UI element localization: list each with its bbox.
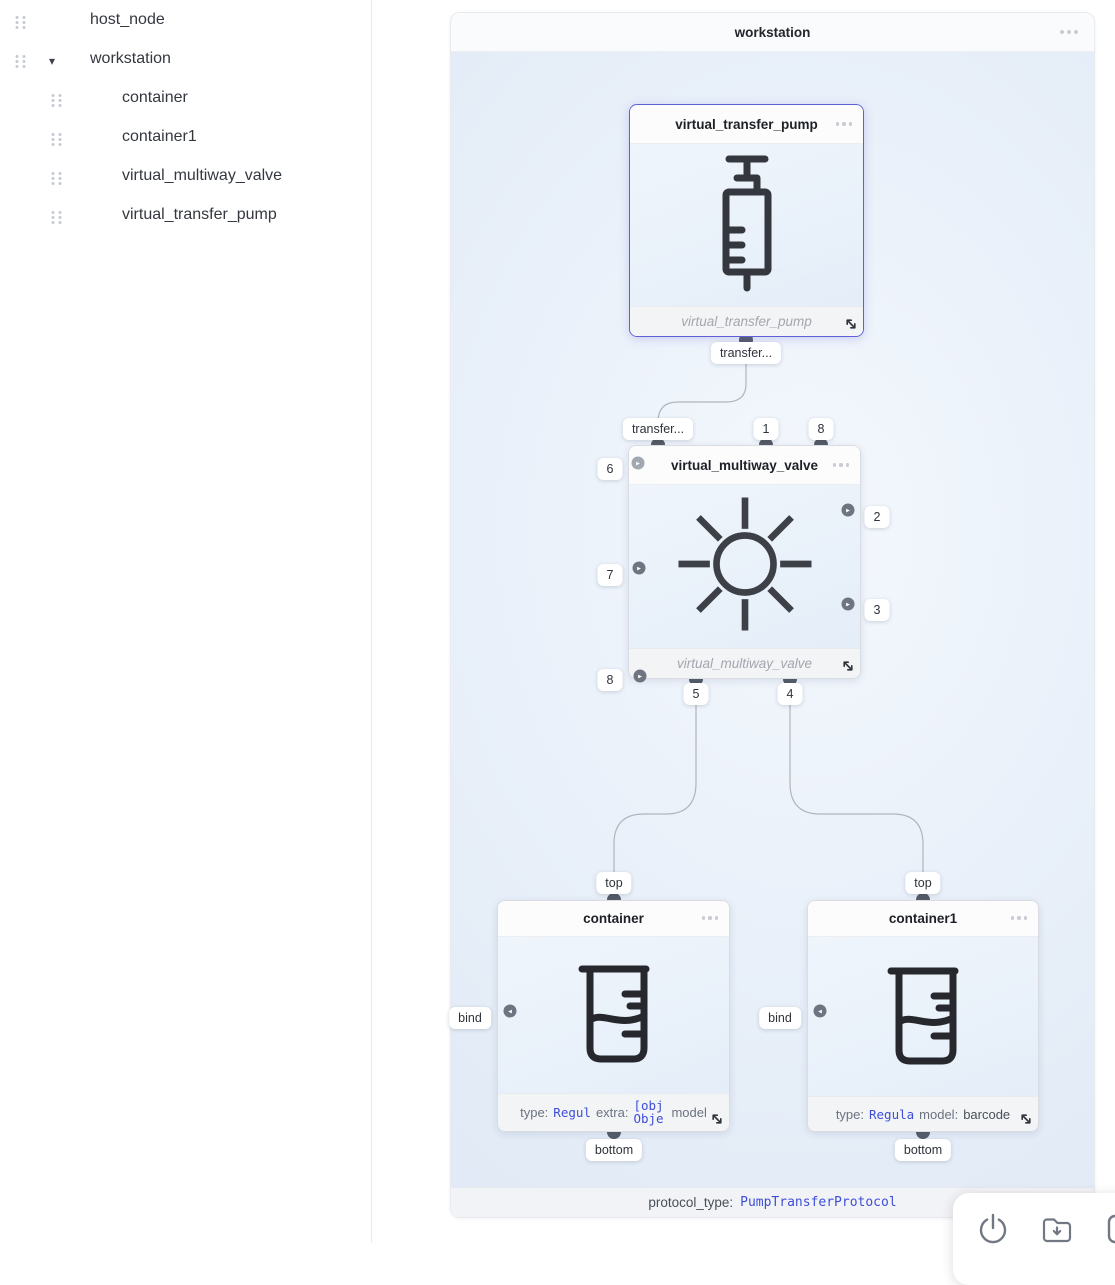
port-label-container-top[interactable]: top — [596, 872, 631, 894]
field-key: type: — [520, 1104, 549, 1120]
field-key: extra: — [595, 1104, 629, 1120]
power-icon[interactable] — [977, 1212, 1009, 1246]
port-label-container1-bind[interactable]: bind — [759, 1007, 801, 1029]
drag-handle-icon[interactable] — [14, 15, 27, 30]
ellipsis-icon[interactable] — [1011, 916, 1028, 920]
node-body — [808, 937, 1038, 1096]
tree-item-label: workstation — [90, 50, 171, 67]
protocol-type-key: protocol_type: — [648, 1195, 734, 1210]
workstation-panel — [450, 12, 1095, 1218]
node-title: container1 — [888, 911, 958, 926]
node-title: virtual_transfer_pump — [675, 116, 818, 132]
port-label-valve-8-bottom[interactable]: 8 — [598, 669, 623, 691]
caret-down-icon[interactable]: ▾ — [49, 54, 56, 68]
field-value: Regula — [869, 1106, 915, 1122]
folder-download-icon[interactable] — [1041, 1212, 1073, 1246]
node-body — [498, 937, 729, 1093]
sidebar-item-workstation[interactable] — [0, 42, 371, 81]
port-label-container1-bottom[interactable]: bottom — [895, 1139, 951, 1161]
tree-item-label: container1 — [122, 128, 197, 145]
node-footer-label: virtual_multiway_valve — [676, 656, 813, 671]
port-label-container-bottom[interactable]: bottom — [586, 1139, 642, 1161]
sidebar-item-host-node[interactable] — [0, 3, 371, 42]
node-header — [808, 901, 1038, 937]
port-label-container1-top[interactable]: top — [905, 872, 940, 894]
port-label-valve-5[interactable]: 5 — [684, 683, 709, 705]
valve-icon — [669, 488, 821, 645]
sidebar-item-container[interactable] — [0, 81, 371, 120]
file-icon[interactable] — [1103, 1212, 1115, 1246]
port-label-valve-1[interactable]: 1 — [754, 418, 779, 440]
node-footer — [629, 648, 860, 678]
ellipsis-icon[interactable] — [1060, 30, 1078, 34]
drag-handle-icon[interactable] — [50, 93, 63, 108]
node-virtual-transfer-pump[interactable] — [629, 104, 864, 337]
tree-item-label: virtual_multiway_valve — [122, 167, 283, 184]
edge-valve5-to-container-top — [614, 681, 696, 901]
port-arrow-valve-8-bottom[interactable]: ▸ — [634, 670, 647, 683]
sidebar-item-container1[interactable] — [0, 120, 371, 159]
node-header — [629, 446, 860, 485]
workstation-panel-header — [451, 13, 1094, 52]
resize-icon[interactable] — [844, 317, 858, 331]
tree-item-label: virtual_transfer_pump — [122, 206, 277, 223]
port-label-valve-6[interactable]: 6 — [598, 458, 623, 480]
beaker-icon — [868, 958, 978, 1075]
port-label-valve-transfer[interactable]: transfer... — [623, 418, 693, 440]
node-canvas[interactable] — [451, 52, 1094, 1187]
node-footer — [630, 306, 863, 336]
node-virtual-multiway-valve[interactable] — [628, 445, 861, 679]
port-arrow-valve-7[interactable]: ▸ — [633, 562, 646, 575]
node-container1[interactable] — [807, 900, 1039, 1132]
node-container[interactable] — [497, 900, 730, 1132]
tree-item-label: host_node — [90, 11, 165, 28]
port-arrow-valve-3[interactable]: ▸ — [842, 598, 855, 611]
sidebar-item-virtual-multiway-valve[interactable] — [0, 159, 371, 198]
port-arrow-valve-2[interactable]: ▸ — [842, 504, 855, 517]
syringe-icon — [709, 152, 785, 299]
resize-icon[interactable] — [841, 659, 855, 673]
drag-handle-icon[interactable] — [50, 171, 63, 186]
field-key: type: — [835, 1106, 864, 1122]
tree-item-label: container — [122, 89, 188, 106]
node-header — [498, 901, 729, 937]
port-label-pump-transfer[interactable]: transfer... — [711, 342, 781, 364]
ellipsis-icon[interactable] — [702, 916, 719, 920]
field-value: barcode — [963, 1106, 1011, 1122]
node-body — [629, 485, 860, 648]
node-body — [630, 144, 863, 306]
sidebar-tree — [0, 0, 372, 1243]
node-footer — [808, 1096, 1038, 1131]
drag-handle-icon[interactable] — [50, 210, 63, 225]
canvas-action-toolbar — [953, 1193, 1115, 1285]
field-value: Regul — [553, 1104, 591, 1120]
panel-title: workstation — [734, 24, 811, 40]
port-label-valve-7[interactable]: 7 — [598, 564, 623, 586]
ellipsis-icon[interactable] — [833, 463, 850, 467]
protocol-type-value: PumpTransferProtocol — [740, 1195, 897, 1210]
ellipsis-icon[interactable] — [836, 122, 853, 126]
sidebar-item-virtual-transfer-pump[interactable] — [0, 198, 371, 237]
port-label-valve-2[interactable]: 2 — [865, 506, 890, 528]
drag-handle-icon[interactable] — [14, 54, 27, 69]
port-label-valve-3[interactable]: 3 — [865, 599, 890, 621]
port-arrow-valve-6[interactable]: ▸ — [632, 457, 645, 470]
field-value: [obj Obje — [633, 1097, 664, 1127]
field-key: model — [671, 1104, 707, 1120]
resize-icon[interactable] — [710, 1112, 724, 1126]
port-label-valve-8-top[interactable]: 8 — [809, 418, 834, 440]
port-arrow-container1-bind[interactable]: ◂ — [814, 1005, 827, 1018]
edge-valve4-to-container1-top — [790, 681, 923, 901]
node-title: container — [583, 911, 644, 926]
node-header — [630, 105, 863, 144]
node-footer-label: virtual_transfer_pump — [681, 314, 812, 329]
port-arrow-container-bind[interactable]: ◂ — [504, 1005, 517, 1018]
resize-icon[interactable] — [1019, 1112, 1033, 1126]
port-label-valve-4[interactable]: 4 — [778, 683, 803, 705]
drag-handle-icon[interactable] — [50, 132, 63, 147]
beaker-icon — [559, 956, 669, 1073]
field-key: model: — [919, 1106, 959, 1122]
node-footer — [498, 1093, 729, 1132]
port-label-container-bind[interactable]: bind — [449, 1007, 491, 1029]
node-title: virtual_multiway_valve — [670, 457, 819, 473]
